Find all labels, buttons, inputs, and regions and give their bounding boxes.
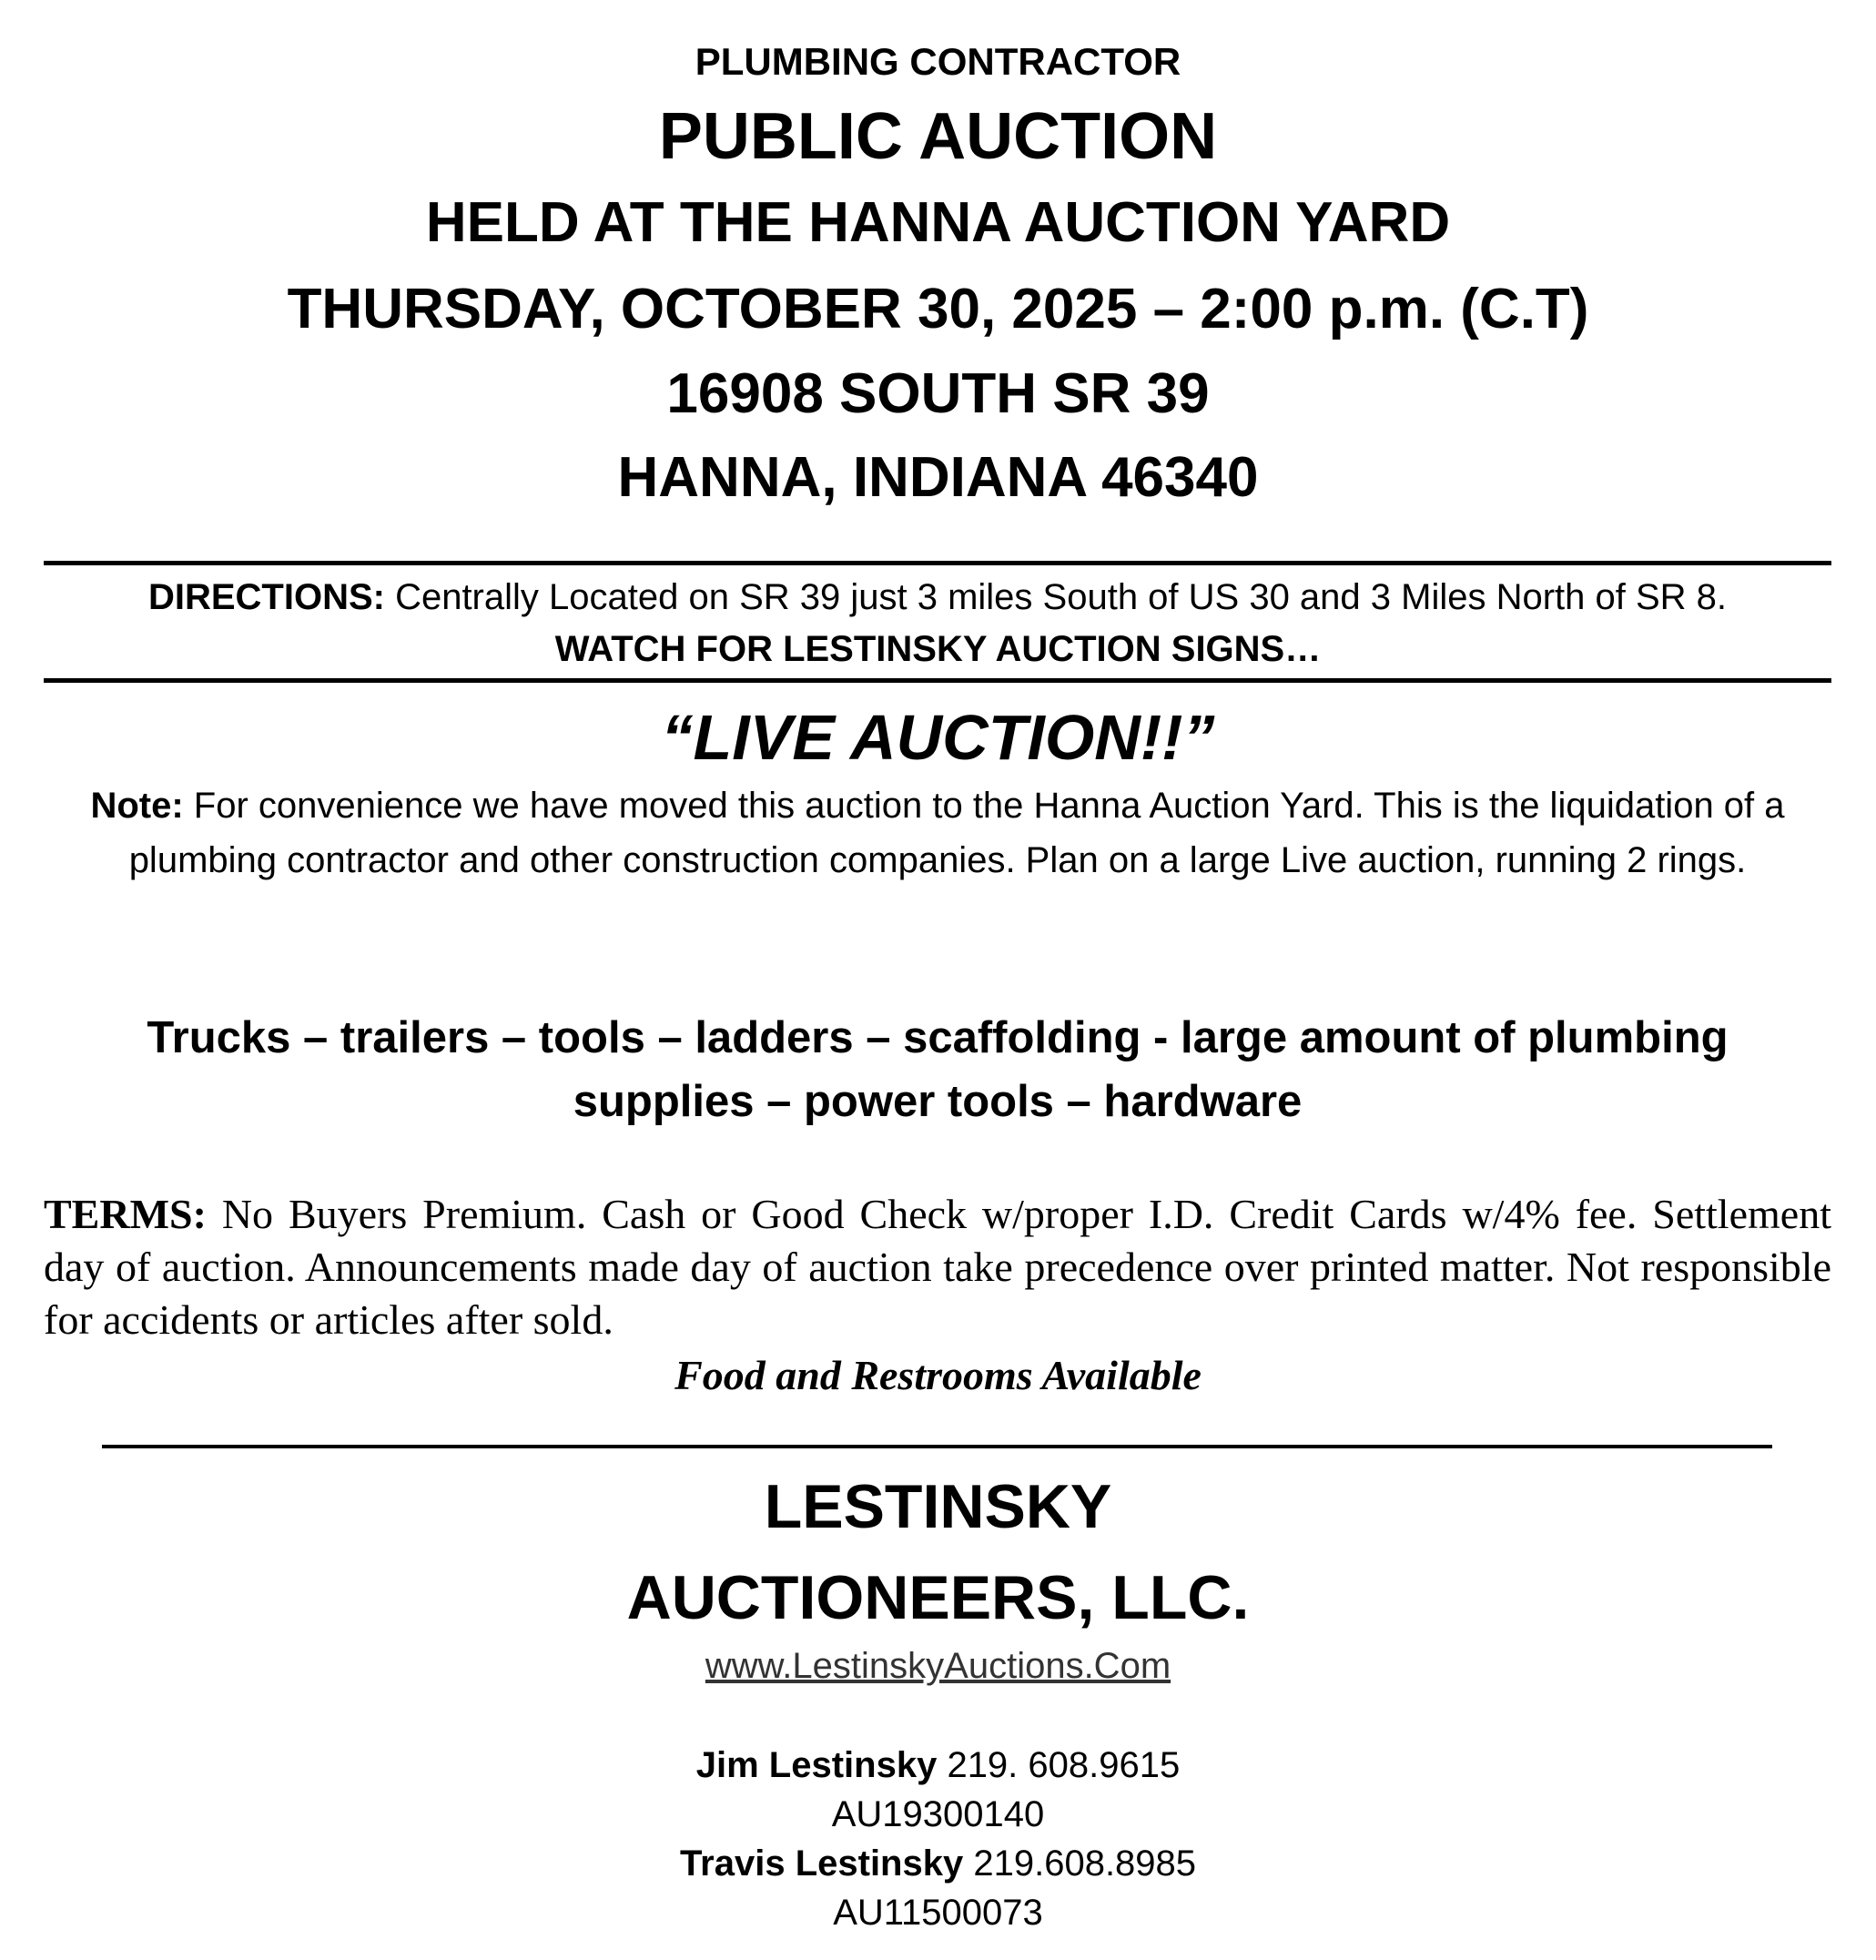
contact-jim: [0, 1741, 1876, 1790]
address-street: 16908 SOUTH SR 39: [666, 362, 1210, 425]
company-name-line-1: LESTINSKY: [764, 1472, 1112, 1541]
flyer-title: PUBLIC AUCTION: [658, 100, 1218, 173]
note-label: Note:: [90, 786, 184, 826]
license-jim: AU19300140: [831, 1794, 1045, 1834]
contact-travis: [0, 1839, 1876, 1888]
flyer-subtitle: PLUMBING CONTRACTOR: [695, 40, 1181, 83]
website-link[interactable]: www.LestinskyAuctions.Com: [705, 1646, 1171, 1686]
contact-phone: 219.608.8985: [963, 1843, 1197, 1884]
website: [0, 1641, 1876, 1691]
items-line-1: Trucks – trailers – tools – ladders – scaffolding - large amount of plumbing: [147, 1013, 1729, 1062]
directions-text: Centrally Located on SR 39 just 3 miles South of US 30 and 3 Miles North of SR 8.: [384, 577, 1728, 617]
license-travis: AU11500073: [833, 1893, 1043, 1933]
divider-bottom: [102, 1445, 1772, 1448]
divider-middle: [44, 678, 1831, 683]
company-name-line-2: AUCTIONEERS, LLC.: [626, 1563, 1250, 1632]
contact-phone: 219. 608.9615: [937, 1745, 1181, 1785]
divider-top: [44, 561, 1831, 565]
contact-name: Travis Lestinsky: [679, 1843, 964, 1884]
terms-text: No Buyers Premium. Cash or Good Check w/proper I.D. Credit Cards w/4% fee. Settlement day of auction. Announcements made day of auction take precedence over printed matter. Not responsible for accidents or articles after sold.: [44, 1191, 1831, 1343]
auction-date-time: THURSDAY, OCTOBER 30, 2025 – 2:00 p.m. (C.T): [287, 278, 1589, 340]
directions: [44, 572, 1831, 623]
contact-name: Jim Lestinsky: [695, 1745, 938, 1785]
items-line-2: supplies – power tools – hardware: [573, 1077, 1303, 1126]
terms-paragraph: [44, 1188, 1831, 1346]
address-city: HANNA, INDIANA 46340: [617, 446, 1259, 509]
food-note: Food and Restrooms Available: [674, 1352, 1202, 1398]
directions-label: DIRECTIONS:: [147, 577, 385, 617]
watch-for-signs: WATCH FOR LESTINSKY AUCTION SIGNS…: [554, 629, 1322, 669]
note-text: For convenience we have moved this auction to the Hanna Auction Yard. This is the liquidation of a plumbing contractor and other construction companies. Plan on a large Live auction, running 2 rings.: [128, 786, 1785, 880]
note-paragraph: [73, 778, 1802, 888]
live-auction-heading: “LIVE AUCTION!!”: [661, 702, 1215, 773]
terms-label: TERMS:: [44, 1191, 207, 1237]
auction-location: HELD AT THE HANNA AUCTION YARD: [425, 191, 1451, 254]
items-list: [91, 1006, 1784, 1133]
